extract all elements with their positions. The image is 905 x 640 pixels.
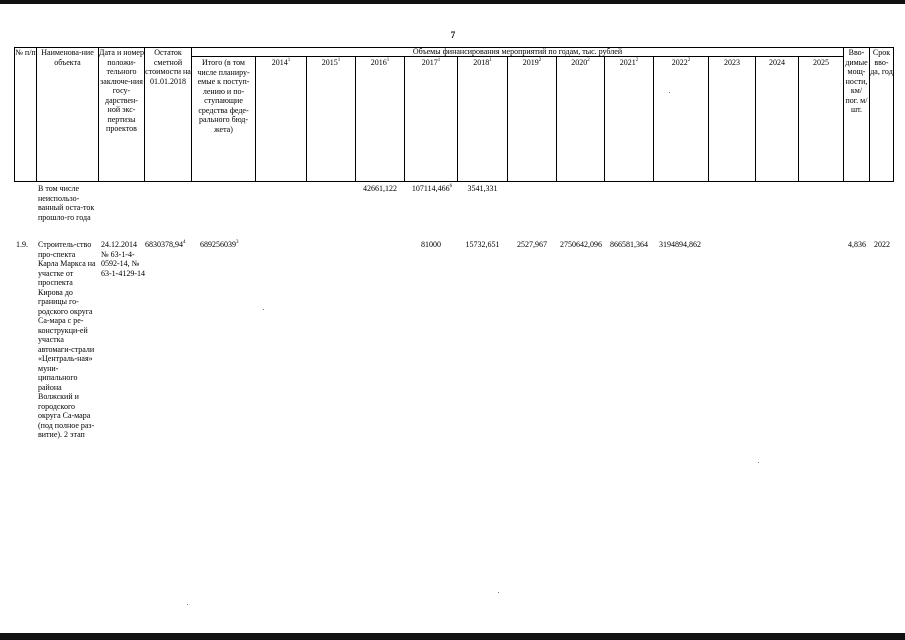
header-year-2017: 2017$^1$ [421,58,441,67]
bottom-border [0,633,905,640]
header-year-2014: 2014$^1$ [271,58,291,67]
row-value-2021: 866581,364 [610,240,648,249]
scan-speck [263,309,264,310]
row-value-2018: 15732,651 [465,240,500,249]
header-total: Итого (в том числе планиру-емые к поступ-лению и по-ступающие средства феде-рального бюд-жета) [197,58,250,134]
row-value-2016: 42661,122 [363,184,397,193]
scan-speck [669,92,670,93]
header-date: Дата и номер положи-тельного заключе-ния госу-дарствен-ной экс-пертизы проектов [99,48,144,133]
header-year-2021: 2021$^2$ [619,58,639,67]
header-funding-group: Объемы финансирования мероприятий по годам, тыс. рублей [412,47,623,56]
header-year-2023: 2023 [724,58,740,67]
row-total: 689256039$^3$ [200,240,239,249]
top-border [0,0,905,4]
row-value-2019: 2527,967 [517,240,547,249]
scan-speck [758,462,759,463]
row-expertise-date: 24.12.2014 № 63-1-4-0592-14, № 63-1-4129-14 [101,240,145,278]
header-balance: Остаток сметной стоимости на 01.01.2018 [145,48,191,86]
row-number: 1.9. [16,240,28,249]
page-number: 7 [450,30,456,40]
header-year-2016: 2016$^1$ [370,58,390,67]
header-year-2019: 2019$^2$ [522,58,542,67]
header-term: Срок вво-да, год [870,48,893,76]
row-name: В том числе неиспользо-ванный оста-ток прошло-го года [38,184,95,222]
scan-speck [187,604,188,605]
row-term: 2022 [874,240,890,249]
row-balance: 6830378,94$^4$ [145,240,186,249]
header-year-2020: 2020$^2$ [571,58,590,67]
row-value-2017: 107114,466$^6$ [411,184,453,193]
scan-speck [498,592,499,593]
header-year-2025: 2025 [813,58,829,67]
header-year-2018: 2018$^1$ [473,58,492,67]
header-year-2022: 2022$^2$ [671,58,691,67]
header-capacity: Вво-димые мощ-ности, км/ пог. м/шт. [845,48,868,114]
header-name: Наименова-ние объекта [41,48,94,67]
row-capacity: 4,836 [848,240,866,249]
row-value-2017: 81000 [421,240,441,249]
header-year-2015: 2015$^1$ [321,58,341,67]
header-year-2024: 2024 [769,58,785,67]
row-value-2020: 2750642,096 [560,240,602,249]
row-value-2018: 3541,331 [467,184,498,193]
row-value-2022: 3194894,862 [659,240,701,249]
row-name: Строитель-ство про-спекта Карла Маркса на участке от проспекта Кирова до границы го-родского округа Са-мара с ре-конструкци-ей участка автомаги-страли «Централь-ная» муни-ципального района Волжский и городского округа Са-мара (под полное раз-витие). 2 этап [38,240,96,439]
header-no: № п/п [15,48,36,57]
